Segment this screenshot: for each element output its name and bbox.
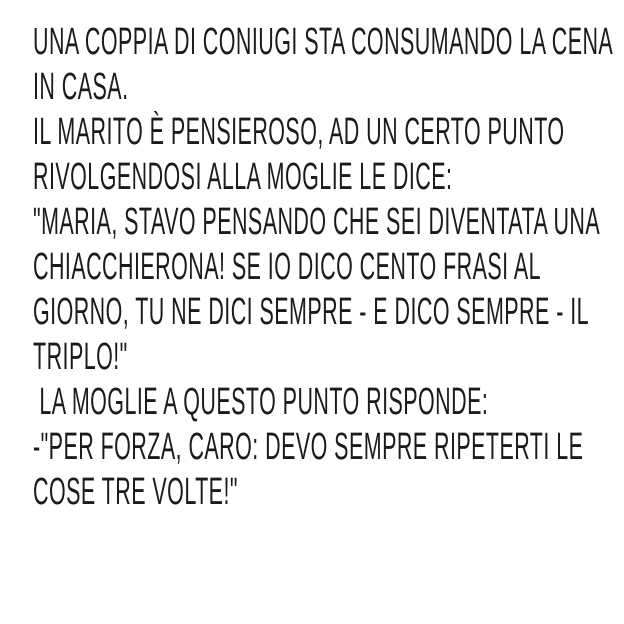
joke-line: UNA COPPIA DI CONIUGI STA CONSUMANDO LA CENA [33, 21, 614, 63]
joke-line: CHIACCHIERONA! SE IO DICO CENTO FRASI AL [33, 246, 542, 288]
joke-line: GIORNO, TU NE DICI SEMPRE - E DICO SEMPRE - IL [33, 291, 590, 333]
joke-line: TRIPLO!" [33, 336, 128, 378]
joke-line: COSE TRE VOLTE!" [33, 471, 238, 513]
joke-line: -"PER FORZA, CARO: DEVO SEMPRE RIPETERTI LE [33, 426, 584, 468]
joke-line: IN CASA. [33, 66, 129, 108]
joke-line: "MARIA, STAVO PENSANDO CHE SEI DIVENTATA UNA [33, 201, 601, 243]
joke-line: LA MOGLIE A QUESTO PUNTO RISPONDE: [33, 381, 489, 423]
joke-text [33, 20, 624, 515]
joke-line: RIVOLGENDOSI ALLA MOGLIE LE DICE: [33, 156, 453, 198]
joke-line: IL MARITO È PENSIEROSO, AD UN CERTO PUNTO [33, 111, 565, 153]
